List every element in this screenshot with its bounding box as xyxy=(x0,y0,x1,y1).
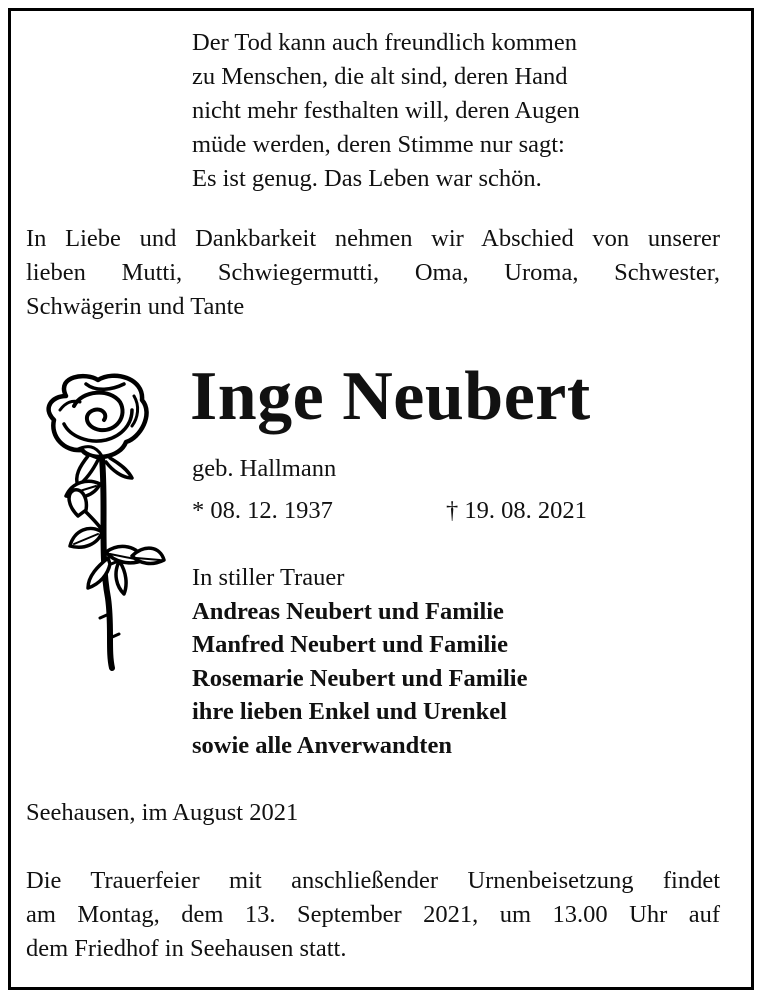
rose-icon xyxy=(36,366,166,671)
mourner-family: Andreas Neubert und Familie xyxy=(192,597,504,625)
poem-line: zu Menschen, die alt sind, deren Hand xyxy=(192,63,568,90)
deceased-name: Inge Neubert xyxy=(190,358,591,435)
mourner-family: Rosemarie Neubert und Familie xyxy=(192,664,528,692)
birth-name: geb. Hallmann xyxy=(192,455,337,482)
poem-line: Der Tod kann auch freundlich kommen xyxy=(192,29,577,56)
mourner-family: sowie alle Anverwandten xyxy=(192,731,452,759)
mourner-family: ihre lieben Enkel und Urenkel xyxy=(192,698,507,725)
intro-line: lieben Mutti, Schwiegermutti, Oma, Uroma, Schwester, xyxy=(26,259,720,286)
funeral-line: am Montag, dem 13. September 2021, um 13.00 Uhr auf xyxy=(26,901,720,928)
poem-line: müde werden, deren Stimme nur sagt: xyxy=(192,131,565,158)
mourners-heading: In stiller Trauer xyxy=(192,564,345,591)
poem-line: Es ist genug. Das Leben war schön. xyxy=(192,165,542,192)
intro-text xyxy=(26,222,720,324)
mourner-family: Manfred Neubert und Familie xyxy=(192,631,508,658)
birth-date: * 08. 12. 1937 xyxy=(192,497,333,524)
place-date: Seehausen, im August 2021 xyxy=(26,799,299,826)
funeral-line: dem Friedhof in Seehausen statt. xyxy=(26,935,347,962)
poem-line: nicht mehr festhalten will, deren Augen xyxy=(192,97,580,124)
funeral-line: Die Trauerfeier mit anschließender Urnenbeisetzung findet xyxy=(26,867,720,894)
death-date: † 19. 08. 2021 xyxy=(446,497,587,524)
mourners-block xyxy=(192,561,527,762)
poem xyxy=(192,26,712,196)
funeral-notice xyxy=(26,864,720,966)
intro-line: Schwägerin und Tante xyxy=(26,293,245,320)
intro-line: In Liebe und Dankbarkeit nehmen wir Abschied von unserer xyxy=(26,225,720,252)
